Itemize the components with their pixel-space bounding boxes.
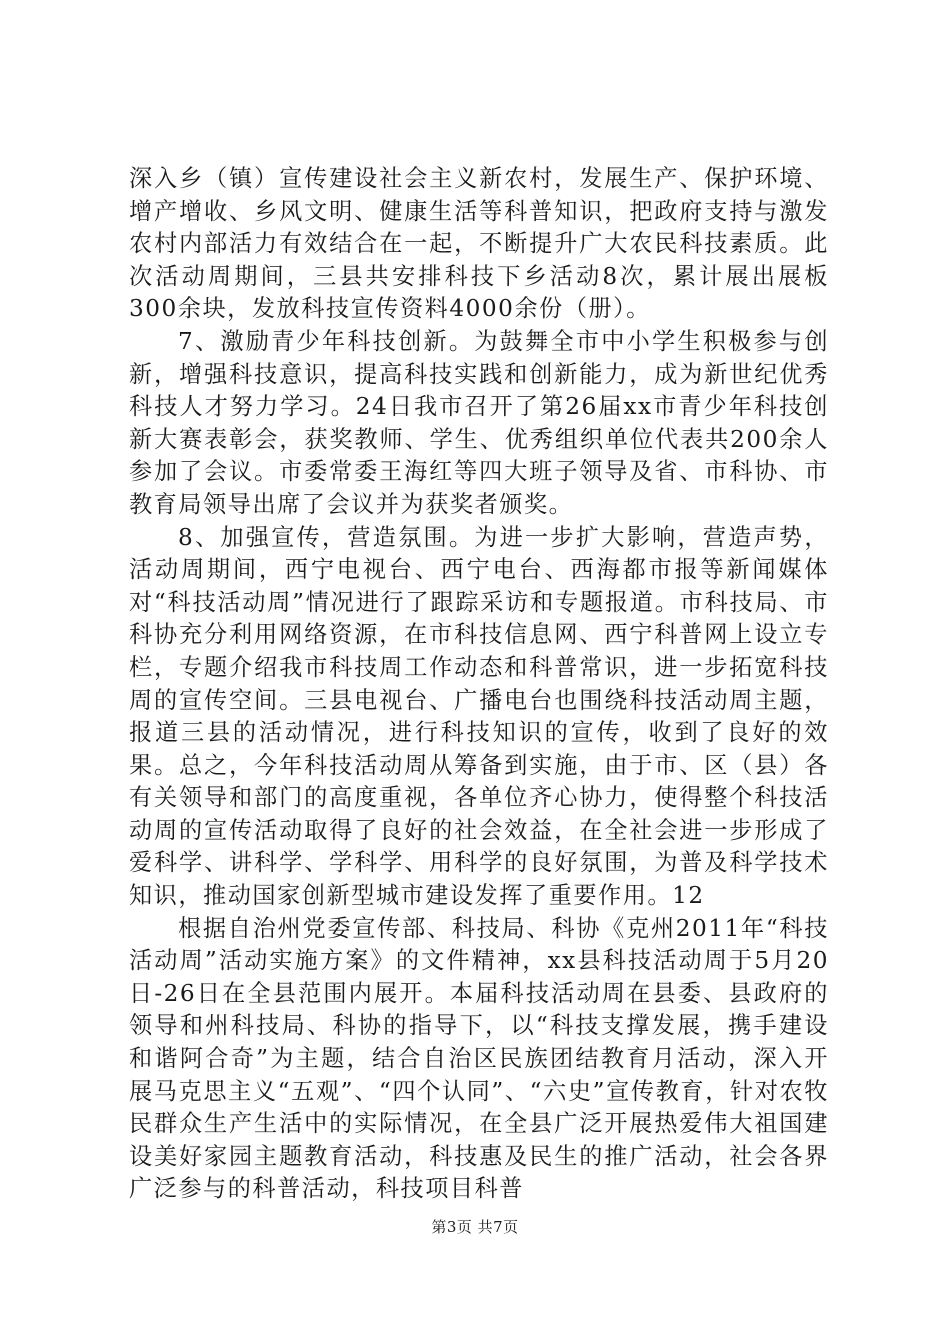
document-body xyxy=(129,163,829,1206)
paragraph-continuation: 深入乡（镇）宣传建设社会主义新农村，发展生产、保护环境、增产增收、乡风文明、健康生活等科普知识，把政府支持与激发农村内部活力有效结合在一起，不断提升广大农民科技素质。此次活动周期间，三县共安排科技下乡活动8次，累计展出展板300余块，发放科技宣传资料4000余份（册）。 xyxy=(129,165,829,323)
paragraph-item-8: 8、加强宣传，营造氛围。为进一步扩大影响，营造声势，活动周期间，西宁电视台、西宁电台、西海都市报等新闻媒体对“科技活动周”情况进行了跟踪采访和专题报道。市科技局、市科协充分利用网络资源，在市科技信息网、西宁科普网上设立专栏，专题介绍我市科技周工作动态和科普常识，进一步拓宽科技周的宣传空间。三县电视台、广播电台也围绕科技活动周主题，报道三县的活动情况，进行科技知识的宣传，收到了良好的效果。总之，今年科技活动周从筹备到实施，由于市、区（县）各有关领导和部门的高度重视，各单位齐心协力，使得整个科技活动周的宣传活动取得了良好的社会效益，在全社会进一步形成了爱科学、讲科学、学科学、用科学的良好氛围，为普及科学技术知识，推动国家创新型城市建设发挥了重要作用。12 xyxy=(129,523,829,910)
page-footer: 第3页 共7页 xyxy=(431,1218,519,1236)
paragraph-new-section: 根据自治州党委宣传部、科技局、科协《克州2011年“科技活动周”活动实施方案》的文件精神，xx县科技活动周于5月20日-26日在全县范围内展开。本届科技活动周在县委、县政府的领导和州科技局、科协的指导下，以“科技支撑发展，携手建设和谐阿合奇”为主题，结合自治区民族团结教育月活动，深入开展马克思主义“五观”、“四个认同”、“六史”宣传教育，针对农牧民群众生产生活中的实际情况，在全县广泛开展热爱伟大祖国建设美好家园主题教育活动，科技惠及民生的推广活动，社会各界广泛参与的科普活动，科技项目科普 xyxy=(129,914,829,1203)
paragraph-item-7: 7、激励青少年科技创新。为鼓舞全市中小学生积极参与创新，增强科技意识，提高科技实践和创新能力，成为新世纪优秀科技人才努力学习。24日我市召开了第26届xx市青少年科技创新大赛表彰会，获奖教师、学生、优秀组织单位代表共200余人参加了会议。市委常委王海红等四大班子领导及省、市科协、市教育局领导出席了会议并为获奖者颁奖。 xyxy=(129,327,829,518)
